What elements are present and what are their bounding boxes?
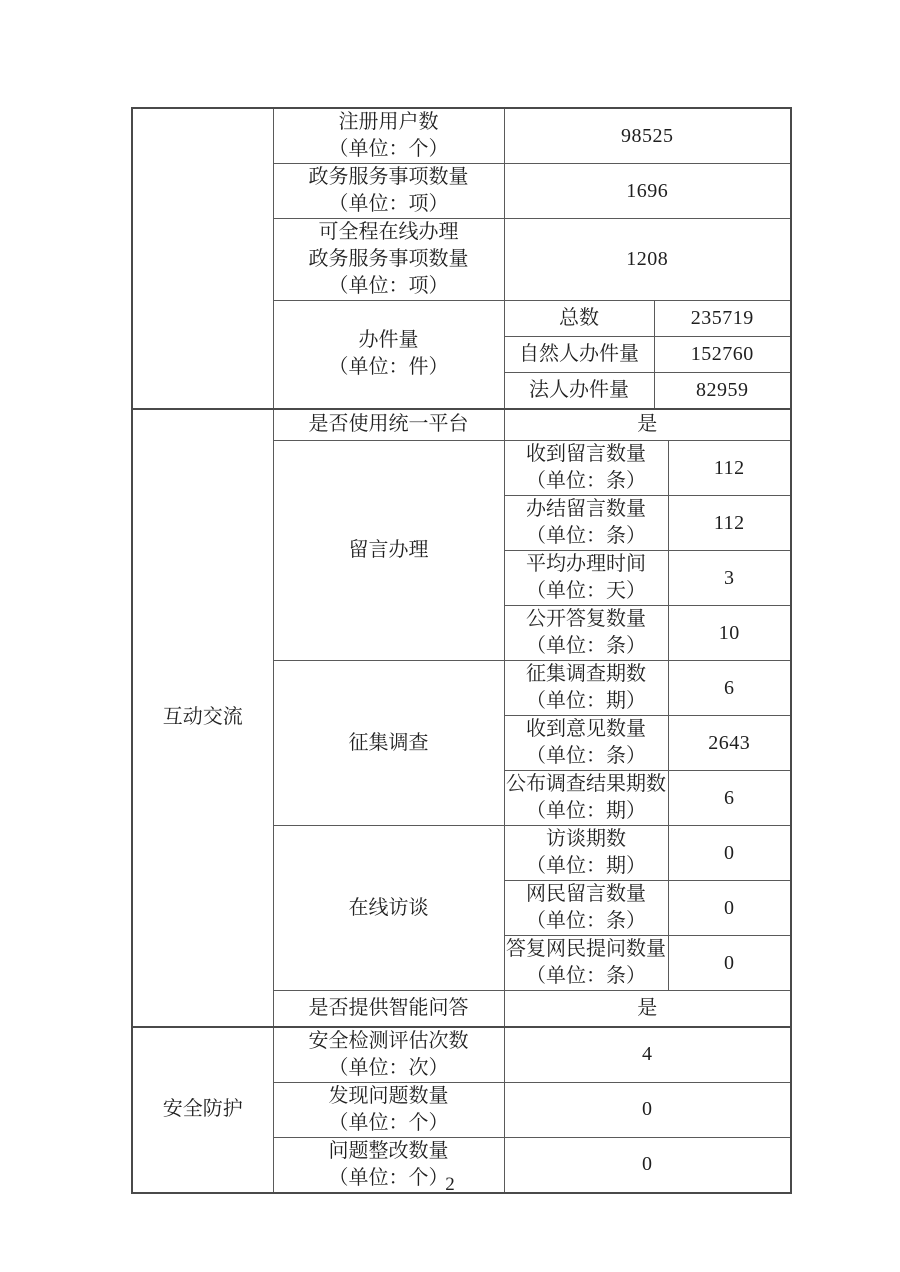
sub-unit: （单位：期） — [526, 855, 646, 877]
sub-value-cell: 3 — [668, 551, 791, 606]
value-cell: 1208 — [504, 219, 791, 301]
sub-value-cell: 2643 — [668, 716, 791, 771]
item-label-cell: 在线访谈 — [273, 826, 504, 991]
item-unit: （单位：件） — [328, 356, 449, 379]
item-unit: （单位：次） — [328, 1056, 449, 1079]
sub-value-cell: 112 — [668, 441, 791, 496]
value-cell: 0 — [504, 1082, 791, 1137]
statistics-table — [131, 107, 792, 1194]
sub-value-cell: 0 — [668, 881, 791, 936]
table-row — [132, 409, 791, 441]
sub-value-cell: 10 — [668, 606, 791, 661]
sub-unit: （单位：期） — [526, 690, 646, 712]
sub-label: 征集调查期数 — [526, 663, 646, 685]
item-label: 政务服务事项数量 — [308, 248, 469, 270]
sub-label-cell — [504, 661, 668, 716]
item-unit: （单位：个） — [328, 1166, 449, 1189]
item-unit: （单位：个） — [328, 1111, 449, 1134]
page-number: 2 — [445, 1174, 455, 1195]
value-cell: 是 — [504, 409, 791, 441]
sub-value-cell: 6 — [668, 661, 791, 716]
value-cell: 0 — [504, 1137, 791, 1193]
item-label-cell — [273, 301, 504, 409]
item-label-cell — [273, 1027, 504, 1083]
sub-label-cell — [504, 771, 668, 826]
item-label-cell: 是否提供智能问答 — [273, 991, 504, 1027]
sub-unit: （单位：条） — [526, 965, 646, 987]
table-row — [132, 1027, 791, 1083]
value-cell: 4 — [504, 1027, 791, 1083]
sub-value-cell: 0 — [668, 936, 791, 991]
group-cell-security: 安全防护 — [132, 1027, 273, 1193]
group-cell-section1 — [132, 108, 273, 409]
item-label: 发现问题数量 — [328, 1084, 449, 1107]
sub-value-cell: 82959 — [654, 373, 791, 409]
item-label: 政务服务事项数量 — [308, 166, 469, 188]
sub-unit: （单位：条） — [526, 745, 646, 767]
sub-label-cell — [504, 551, 668, 606]
item-label-cell — [273, 164, 504, 219]
sub-unit: （单位：条） — [526, 470, 646, 492]
sub-label-cell — [504, 716, 668, 771]
sub-unit: （单位：天） — [526, 580, 646, 602]
sub-label: 公开答复数量 — [526, 608, 646, 630]
sub-label-cell — [504, 496, 668, 551]
sub-label: 公布调查结果期数 — [506, 773, 666, 795]
item-label-cell: 是否使用统一平台 — [273, 409, 504, 441]
sub-label: 办结留言数量 — [526, 498, 646, 520]
sub-label-cell: 自然人办件量 — [504, 337, 654, 373]
value-cell: 98525 — [504, 108, 791, 164]
sub-unit: （单位：期） — [526, 800, 646, 822]
sub-unit: （单位：条） — [526, 910, 646, 932]
sub-value-cell: 112 — [668, 496, 791, 551]
sub-label-cell: 法人办件量 — [504, 373, 654, 409]
sub-label-cell — [504, 826, 668, 881]
sub-value-cell: 152760 — [654, 337, 791, 373]
item-unit: （单位：项） — [328, 193, 449, 215]
value-cell: 是 — [504, 991, 791, 1027]
item-label-cell — [273, 219, 504, 301]
sub-value-cell: 0 — [668, 826, 791, 881]
sub-label-cell — [504, 441, 668, 496]
sub-label-cell — [504, 606, 668, 661]
sub-label-cell: 总数 — [504, 301, 654, 337]
item-label: 安全检测评估次数 — [308, 1029, 469, 1052]
item-label: 问题整改数量 — [328, 1139, 449, 1162]
item-label: 办件量 — [358, 329, 419, 352]
sub-label-cell — [504, 881, 668, 936]
item-label-cell — [273, 108, 504, 164]
value-cell: 1696 — [504, 164, 791, 219]
sub-label: 收到留言数量 — [526, 443, 646, 465]
item-label-cell: 留言办理 — [273, 441, 504, 661]
sub-label: 访谈期数 — [546, 828, 626, 850]
item-label: 注册用户数 — [338, 111, 439, 133]
item-unit: （单位：个） — [328, 138, 449, 160]
sub-unit: （单位：条） — [526, 525, 646, 547]
sub-unit: （单位：条） — [526, 635, 646, 657]
sub-value-cell: 235719 — [654, 301, 791, 337]
sub-label: 平均办理时间 — [526, 553, 646, 575]
sub-label: 收到意见数量 — [526, 718, 646, 740]
sub-value-cell: 6 — [668, 771, 791, 826]
group-cell-interaction: 互动交流 — [132, 409, 273, 1027]
item-label: 可全程在线办理 — [318, 221, 459, 243]
sub-label-cell — [504, 936, 668, 991]
item-unit: （单位：项） — [328, 275, 449, 297]
item-label-cell — [273, 1082, 504, 1137]
sub-label: 网民留言数量 — [526, 883, 646, 905]
table-row — [132, 108, 791, 164]
sub-label: 答复网民提问数量 — [506, 938, 666, 960]
item-label-cell: 征集调查 — [273, 661, 504, 826]
